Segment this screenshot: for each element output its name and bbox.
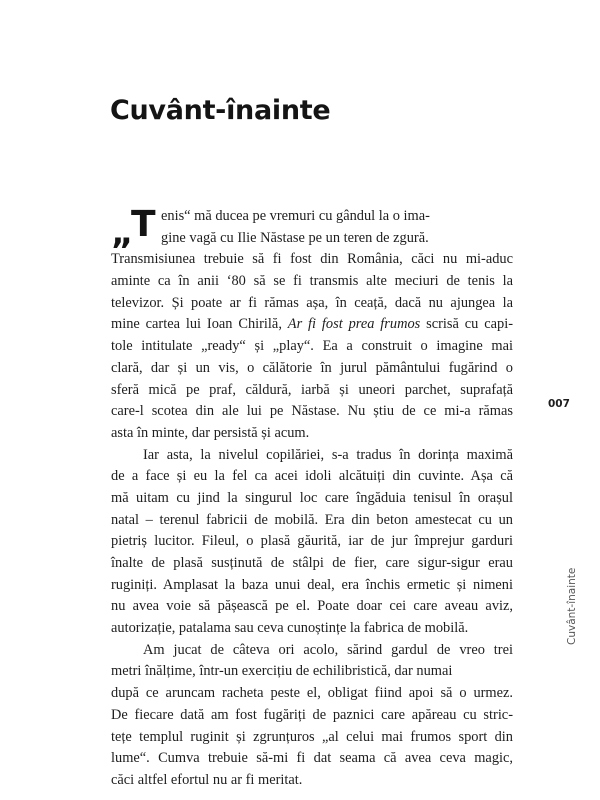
text-run: clară, dar și un vis, o călătorie în jurul pământului fugărind o <box>111 359 513 376</box>
text-line <box>111 640 513 662</box>
text-line <box>111 401 513 423</box>
text-run: înalte de plasă susținută de stâlpi de fier, care sigur-sigur erau <box>111 555 513 571</box>
text-run: pietriș lucitor. Fileul, o plasă găurită, iar de jur împrejur garduri <box>111 533 513 550</box>
text-line <box>111 445 513 467</box>
text-run: după ce aruncam racheta peste el, obligat fiind apoi să o urmez. <box>111 685 513 702</box>
text-run: tețe templul ruginit și zgrunțuros „al celui mai frumos sport din <box>111 728 513 745</box>
text-run: nu avea voie să pășească pe el. Poate doar cei care aveau aviz, <box>111 598 513 615</box>
text-run: Transmisiunea trebuie să fi fost din România, căci nu mi-aduc <box>111 251 513 268</box>
text-run: tole intitulate „ready“ și „play“. Ea a construit o imagine mai <box>111 338 513 355</box>
chapter-body <box>111 206 513 792</box>
text-line <box>111 683 513 705</box>
text-run: natal – terenul fabricii de mobilă. Era din beton amestecat cu un <box>111 511 513 528</box>
text-line <box>111 314 513 336</box>
text-line <box>111 336 513 358</box>
text-line <box>111 271 513 293</box>
text-line <box>111 228 513 250</box>
text-run: De fiecare dată am fost fugăriți de paznici care apăreau cu stric- <box>111 706 513 723</box>
text-line <box>111 488 513 510</box>
text-run: Am jucat de câteva ori acolo, sărind gardul de vreo trei <box>143 641 513 658</box>
text-line <box>111 293 513 315</box>
text-run: enis“ mă ducea pe vremuri cu gândul la o ima- <box>161 208 430 224</box>
text-line <box>111 380 513 402</box>
text-run: scrisă cu capi- <box>420 316 513 333</box>
drop-cap-quote: „ <box>111 213 134 253</box>
text-line <box>111 531 513 553</box>
text-run: căci altfel efortul nu ar fi meritat. <box>111 771 303 788</box>
text-run: lume“. Cumva trebuie să-mi fi dat seama că avea ceva magic, <box>111 750 513 767</box>
text-line <box>111 705 513 727</box>
text-run: aminte ca în anii ‘80 să se fi transmis alte meciuri de tenis la <box>111 273 513 290</box>
text-run: mă uitam cu jind la singurul loc care îngăduia tenisul în orașul <box>111 489 513 506</box>
text-run: sferă mică pe praf, căldură, iarbă și uneori parchet, suprafață <box>111 381 513 398</box>
text-line <box>111 661 513 683</box>
text-line <box>111 618 513 640</box>
text-run: Iar asta, la nivelul copilăriei, s-a tradus în dorința maximă <box>143 446 513 463</box>
text-line <box>111 553 513 575</box>
text-run: gine vagă cu Ilie Năstase pe un teren de zgură. <box>161 229 429 246</box>
text-line <box>111 466 513 488</box>
text-line <box>111 575 513 597</box>
text-run: autorizație, patalama sau ceva cunoștințe la fabrica de mobilă. <box>111 620 469 637</box>
text-run: de a face și eu la fel ca acei idoli alcătuiți din cuvinte. Așa că <box>111 468 513 485</box>
text-line <box>111 748 513 770</box>
running-head: Cuvânt-înainte <box>566 567 578 645</box>
text-line <box>111 510 513 532</box>
text-run: asta în minte, dar persistă și acum. <box>111 424 310 441</box>
text-line <box>111 727 513 749</box>
text-run: televizor. Și poate ar fi rămas așa, în ceață, dacă nu ajungea la <box>111 294 513 311</box>
text-line <box>111 358 513 380</box>
text-line <box>111 596 513 618</box>
book-title-italic: Ar fi fost prea frumos <box>287 316 421 333</box>
text-line <box>111 423 513 445</box>
text-line <box>111 206 513 228</box>
drop-cap-letter: T <box>131 204 156 245</box>
chapter-title: Cuvânt-înainte <box>110 95 331 126</box>
text-line <box>111 249 513 271</box>
text-run: mine cartea lui Ioan Chirilă, <box>111 316 288 333</box>
text-run: ruginiți. Amplasat la baza unui deal, era închis ermetic și nimeni <box>111 576 513 593</box>
text-run: care-l scotea din ale lui pe Năstase. Nu știu de ce mi-a rămas <box>111 403 513 420</box>
text-line <box>111 770 513 792</box>
text-run: metri înălțime, într-un exercițiu de echilibristică, dar numai <box>111 663 453 680</box>
page-number: 007 <box>548 398 570 410</box>
drop-cap <box>111 204 161 253</box>
